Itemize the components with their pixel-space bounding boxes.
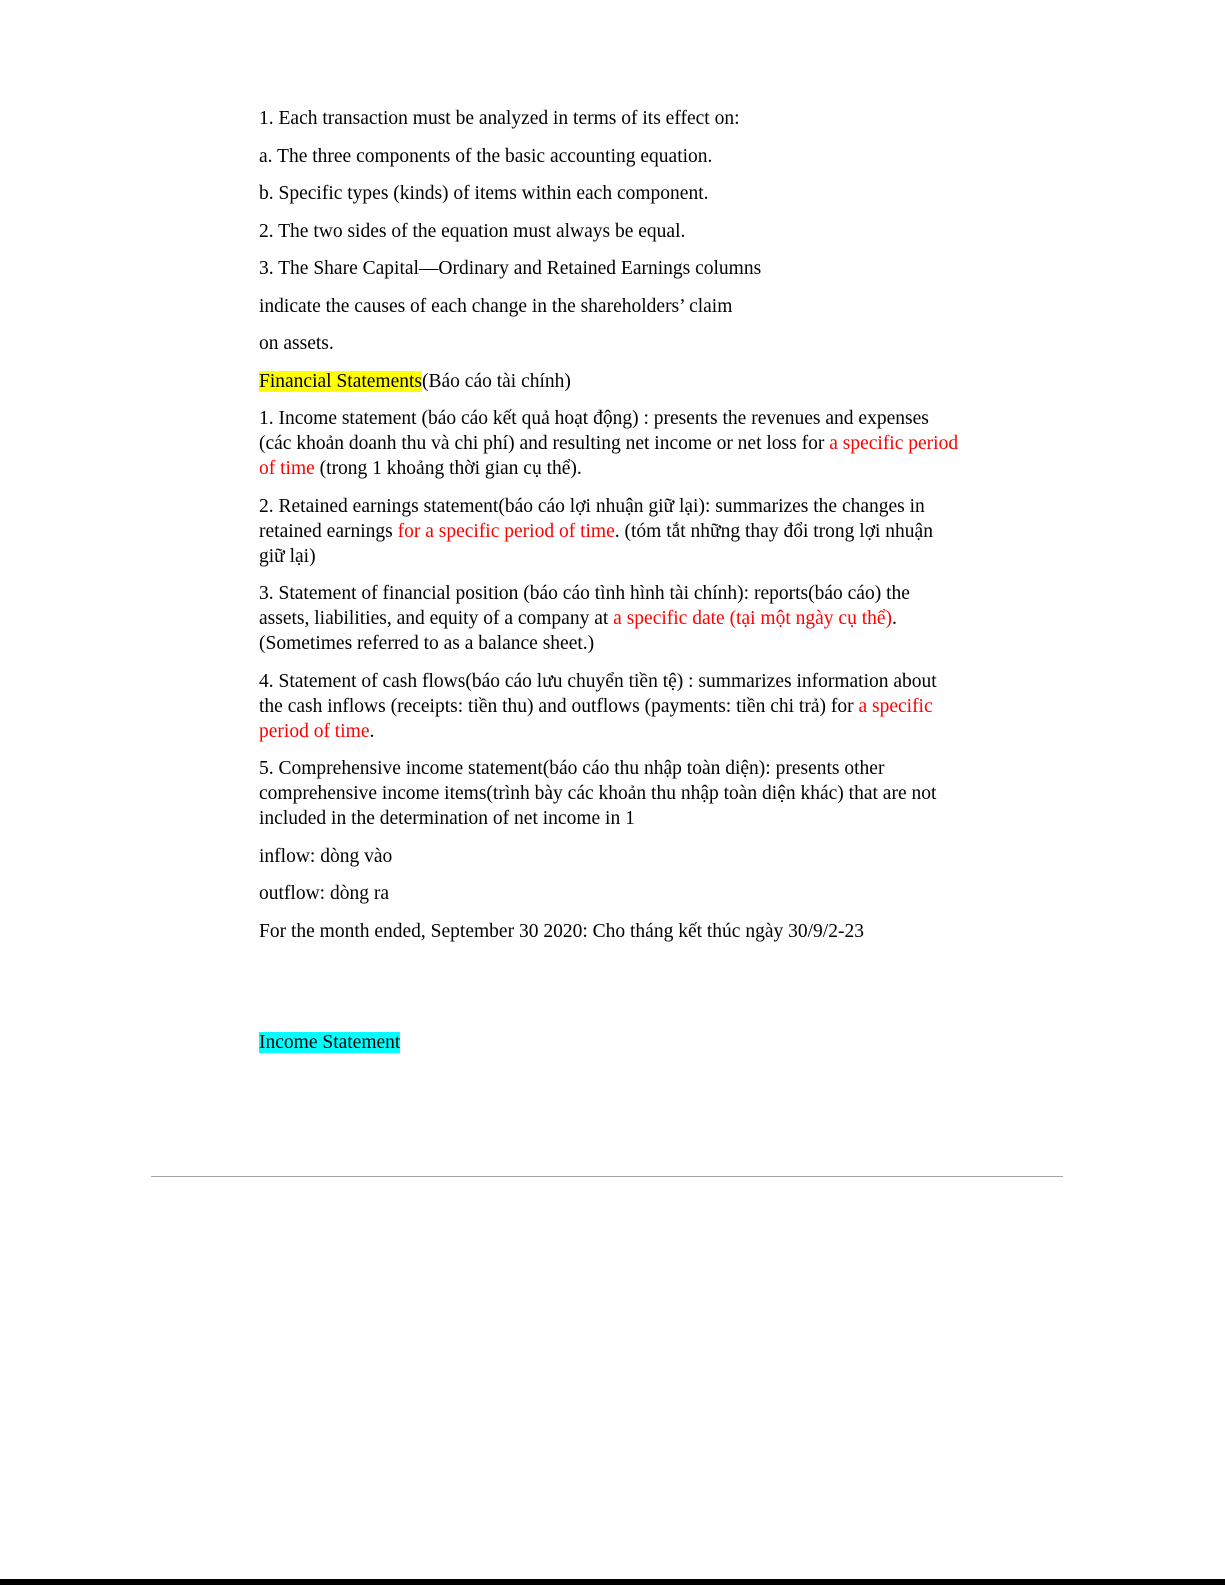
item-1-red-text: a specific period of time [259, 433, 959, 479]
document-body [259, 106, 959, 1068]
item-income-statement [259, 406, 959, 481]
month-ended-note: For the month ended, September 30 2020: Cho tháng kết thúc ngày 30/9/2-23 [259, 920, 864, 942]
financial-statements-highlight: Financial Statements [259, 370, 423, 392]
item-comprehensive-income: 5. Comprehensive income statement(báo cáo thu nhập toàn diện): presents other comprehensive income items(trình bày các khoản thu nhập toàn diện khác) that are not included in the determination of net income in 1 [259, 758, 937, 829]
outflow-note: outflow: dòng ra [259, 883, 389, 904]
item-2-red-text: for a specific period of time [397, 520, 615, 542]
page-break-divider [151, 1176, 1063, 1177]
item-cash-flows [259, 669, 959, 744]
item-1-text: 1. Income statement (báo cáo kết quả hoạt động) : presents the revenues and expenses (các khoản doanh thu và chi phí) and resulting net income or net loss for [259, 408, 929, 454]
item-financial-position [259, 581, 959, 656]
item-3-text-end: . (Sometimes referred to as a balance sheet.) [259, 608, 897, 654]
paragraph-1: 1. Each transaction must be analyzed in terms of its effect on: [259, 108, 740, 129]
blank-space [259, 956, 959, 1030]
bottom-edge [0, 1579, 1225, 1585]
item-2-text-end: . (tóm tắt những thay đổi trong lợi nhuận giữ lại) [259, 520, 933, 567]
paragraph-3-end: on assets. [259, 333, 334, 354]
financial-statements-translation: (Báo cáo tài chính) [422, 370, 571, 392]
item-3-red-text: a specific date (tại một ngày cụ thể) [613, 608, 893, 629]
item-2-text: 2. Retained earnings statement(báo cáo lợi nhuận giữ lại): summarizes the changes in retained earnings [259, 495, 925, 542]
item-4-text: 4. Statement of cash flows(báo cáo lưu chuyển tiền tệ) : summarizes information about the cash inflows (receipts: tiền thu) and outflows (payments: tiền chi trả) for [259, 670, 937, 717]
paragraph-3-cont: indicate the causes of each change in the shareholders’ claim [259, 295, 733, 317]
item-retained-earnings [259, 494, 959, 569]
paragraph-3: 3. The Share Capital—Ordinary and Retained Earnings columns [259, 258, 762, 279]
paragraph-1b: b. Specific types (kinds) of items within each component. [259, 183, 709, 204]
inflow-note: inflow: dòng vào [259, 845, 393, 867]
financial-statements-heading [259, 369, 959, 394]
item-1-text-end: (trong 1 khoảng thời gian cụ thể). [314, 458, 582, 479]
paragraph-1a: a. The three components of the basic accounting equation. [259, 145, 713, 167]
item-4-text-end: . [369, 720, 375, 742]
paragraph-2: 2. The two sides of the equation must always be equal. [259, 220, 686, 242]
item-3-text: 3. Statement of financial position (báo cáo tình hình tài chính): reports(báo cáo) the assets, liabilities, and equity of a company at [259, 583, 910, 629]
income-statement-highlight: Income Statement [259, 1032, 401, 1053]
income-statement-heading [259, 1030, 959, 1055]
item-4-red-text: a specific period of time [259, 695, 933, 742]
